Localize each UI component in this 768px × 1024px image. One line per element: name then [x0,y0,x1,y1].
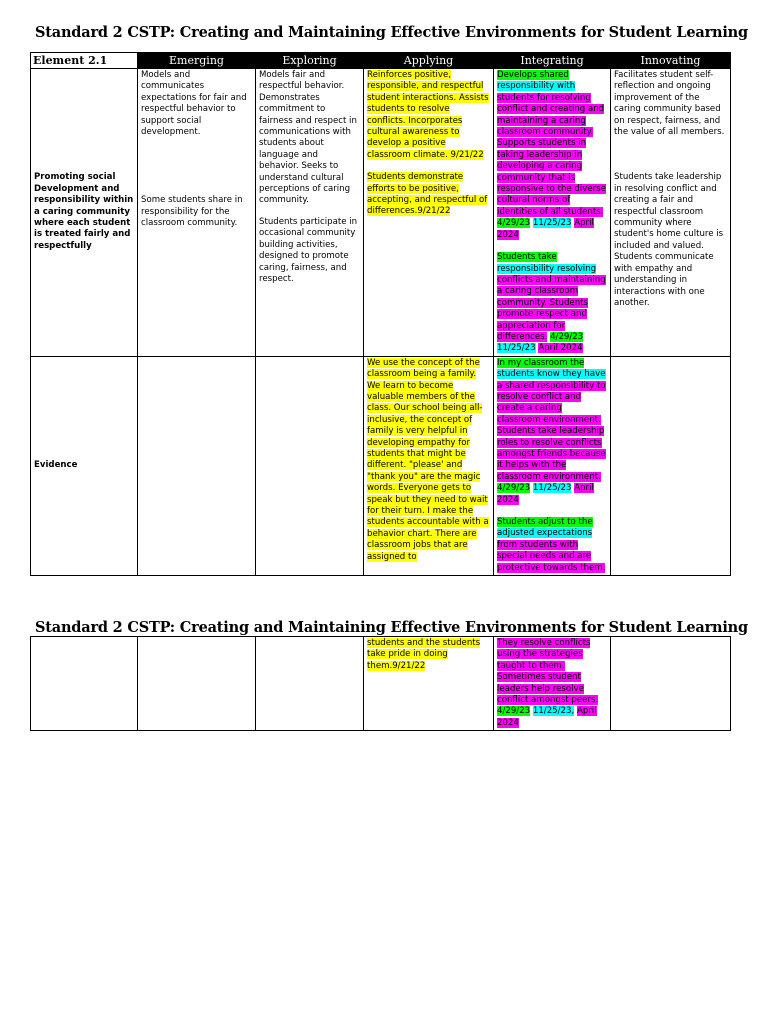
highlighted-text: responsibility resolving [497,263,597,274]
cell-innovating [611,69,731,357]
highlighted-text: Students take [497,252,557,263]
highlighted-text: Students adjust to the [497,517,593,528]
highlighted-text: adjusted expectations [497,528,593,539]
highlighted-text: students and the students take pride in doing them.9/21/22 [367,638,481,671]
column-header-emerging: Emerging [138,53,256,69]
highlighted-text: Students demonstrate efforts to be positive, accepting, and respectful of differences.9/21/22 [367,172,488,217]
date-stamp: April 2024 [497,218,594,240]
cell-innovating [611,356,731,575]
cell-exploring [256,69,364,357]
table-row [31,69,731,357]
row-label [31,637,138,731]
date-stamp: 11/25/23 [497,343,536,354]
highlighted-text: a shared responsibility to resolve conflict and create a caring classroom environment. Students take leadership roles to resolve conflicts amongst friends because it helps with the classroom environment. [497,380,606,482]
date-stamp: 11/25/23, [532,706,575,717]
date-stamp: 4/29/23 [550,331,584,342]
rubric-table-continued [30,636,731,731]
highlighted-text: They resolve conflicts using the strategies taught to them. Sometimes student leaders help resolve conflict amongst peers. [497,638,599,706]
cell-integrating [494,69,611,357]
highlighted-text: students know they have [497,369,606,380]
row-label: Promoting social Development and responsibility within a caring community where each student is treated fairly and respectfully [31,69,138,357]
column-header-innovating: Innovating [611,53,731,69]
cell-text: Some students share in responsibility for the classroom community. [141,195,243,229]
rubric-table [30,52,731,576]
cell-exploring [256,356,364,575]
cell-text: Facilitates student self-reflection and ongoing improvement of the caring community based on respect, fairness, and the value of all members. [614,70,725,138]
highlighted-text: from students with special needs and are protective towards them. [497,539,606,573]
highlighted-text: In my classroom the [497,357,585,368]
date-stamp: 4/29/23 [497,483,531,494]
highlighted-text: conflicts and maintaining a caring classroom community. Students promote respect and appreciation for differences. [497,274,606,342]
header-row [31,53,731,69]
page-title: Standard 2 CSTP: Creating and Maintaining Effective Environments for Student Learning [35,24,748,41]
column-header-applying: Applying [364,53,494,69]
cell-emerging [138,637,256,731]
cell-text: Students participate in occasional community building activities, designed to promote caring, fairness, and respect. [259,216,358,284]
cell-integrating [494,637,611,731]
cell-exploring [256,637,364,731]
row-label: Evidence [31,356,138,575]
cell-emerging [138,69,256,357]
date-stamp: 4/29/23 [497,706,531,717]
date-stamp: April 2024 [538,343,583,354]
cell-applying [364,356,494,575]
cell-text: Models and communicates expectations for fair and respectful behavior to support social development. [141,70,247,138]
highlighted-text: Develops shared [497,70,569,80]
cell-text: Models fair and respectful behavior. Demonstrates commitment to fairness and respect in communications with students about language and behavior. Seeks to understand cultural perceptions of caring community. [259,70,357,206]
cell-integrating [494,356,611,575]
cell-innovating [611,637,731,731]
column-header-integrating: Integrating [494,53,611,69]
cell-applying [364,69,494,357]
column-header-exploring: Exploring [256,53,364,69]
date-stamp: April 2024 [497,706,597,728]
date-stamp: April 2024 [497,483,594,505]
date-stamp: 11/25/23 [532,218,572,229]
element-label: Element 2.1 [31,53,138,69]
highlighted-text: students for resolving conflict and creating and maintaining a caring classroom community. Supports students in taking leadership in developing a caring community that is responsive to the diverse cultural norms of identities of all students. [497,92,606,217]
date-stamp: 11/25/23 [532,483,572,494]
page-title-repeat: Standard 2 CSTP: Creating and Maintaining Effective Environments for Student Learning [35,619,748,636]
table-row [31,356,731,575]
table-row [31,637,731,731]
cell-applying [364,637,494,731]
cell-emerging [138,356,256,575]
date-stamp: 4/29/23 [497,218,531,229]
highlighted-text: We use the concept of the classroom being a family. We learn to become valuable members of the class. Our school being all-inclusive, the concept of family is very helpful in developing empathy for students that might be different. "please' and "thank you" are the magic words. Everyone gets to speak but they need to wait for their turn. I make the students accountable with a behavior chart. There are classroom jobs that are assigned to [367,357,489,562]
highlighted-text: Reinforces positive, responsible, and respectful student interactions. Assists students to resolve conflicts. Incorporates cultural awareness to develop a positive classroom climate. 9/21/22 [367,70,489,160]
highlighted-text: responsibility with [497,81,576,92]
cell-text: Students take leadership in resolving conflict and creating a fair and respectful classroom community where student's home culture is included and valued. Students communicate with empathy and understanding in interactions with one another. [614,172,724,308]
